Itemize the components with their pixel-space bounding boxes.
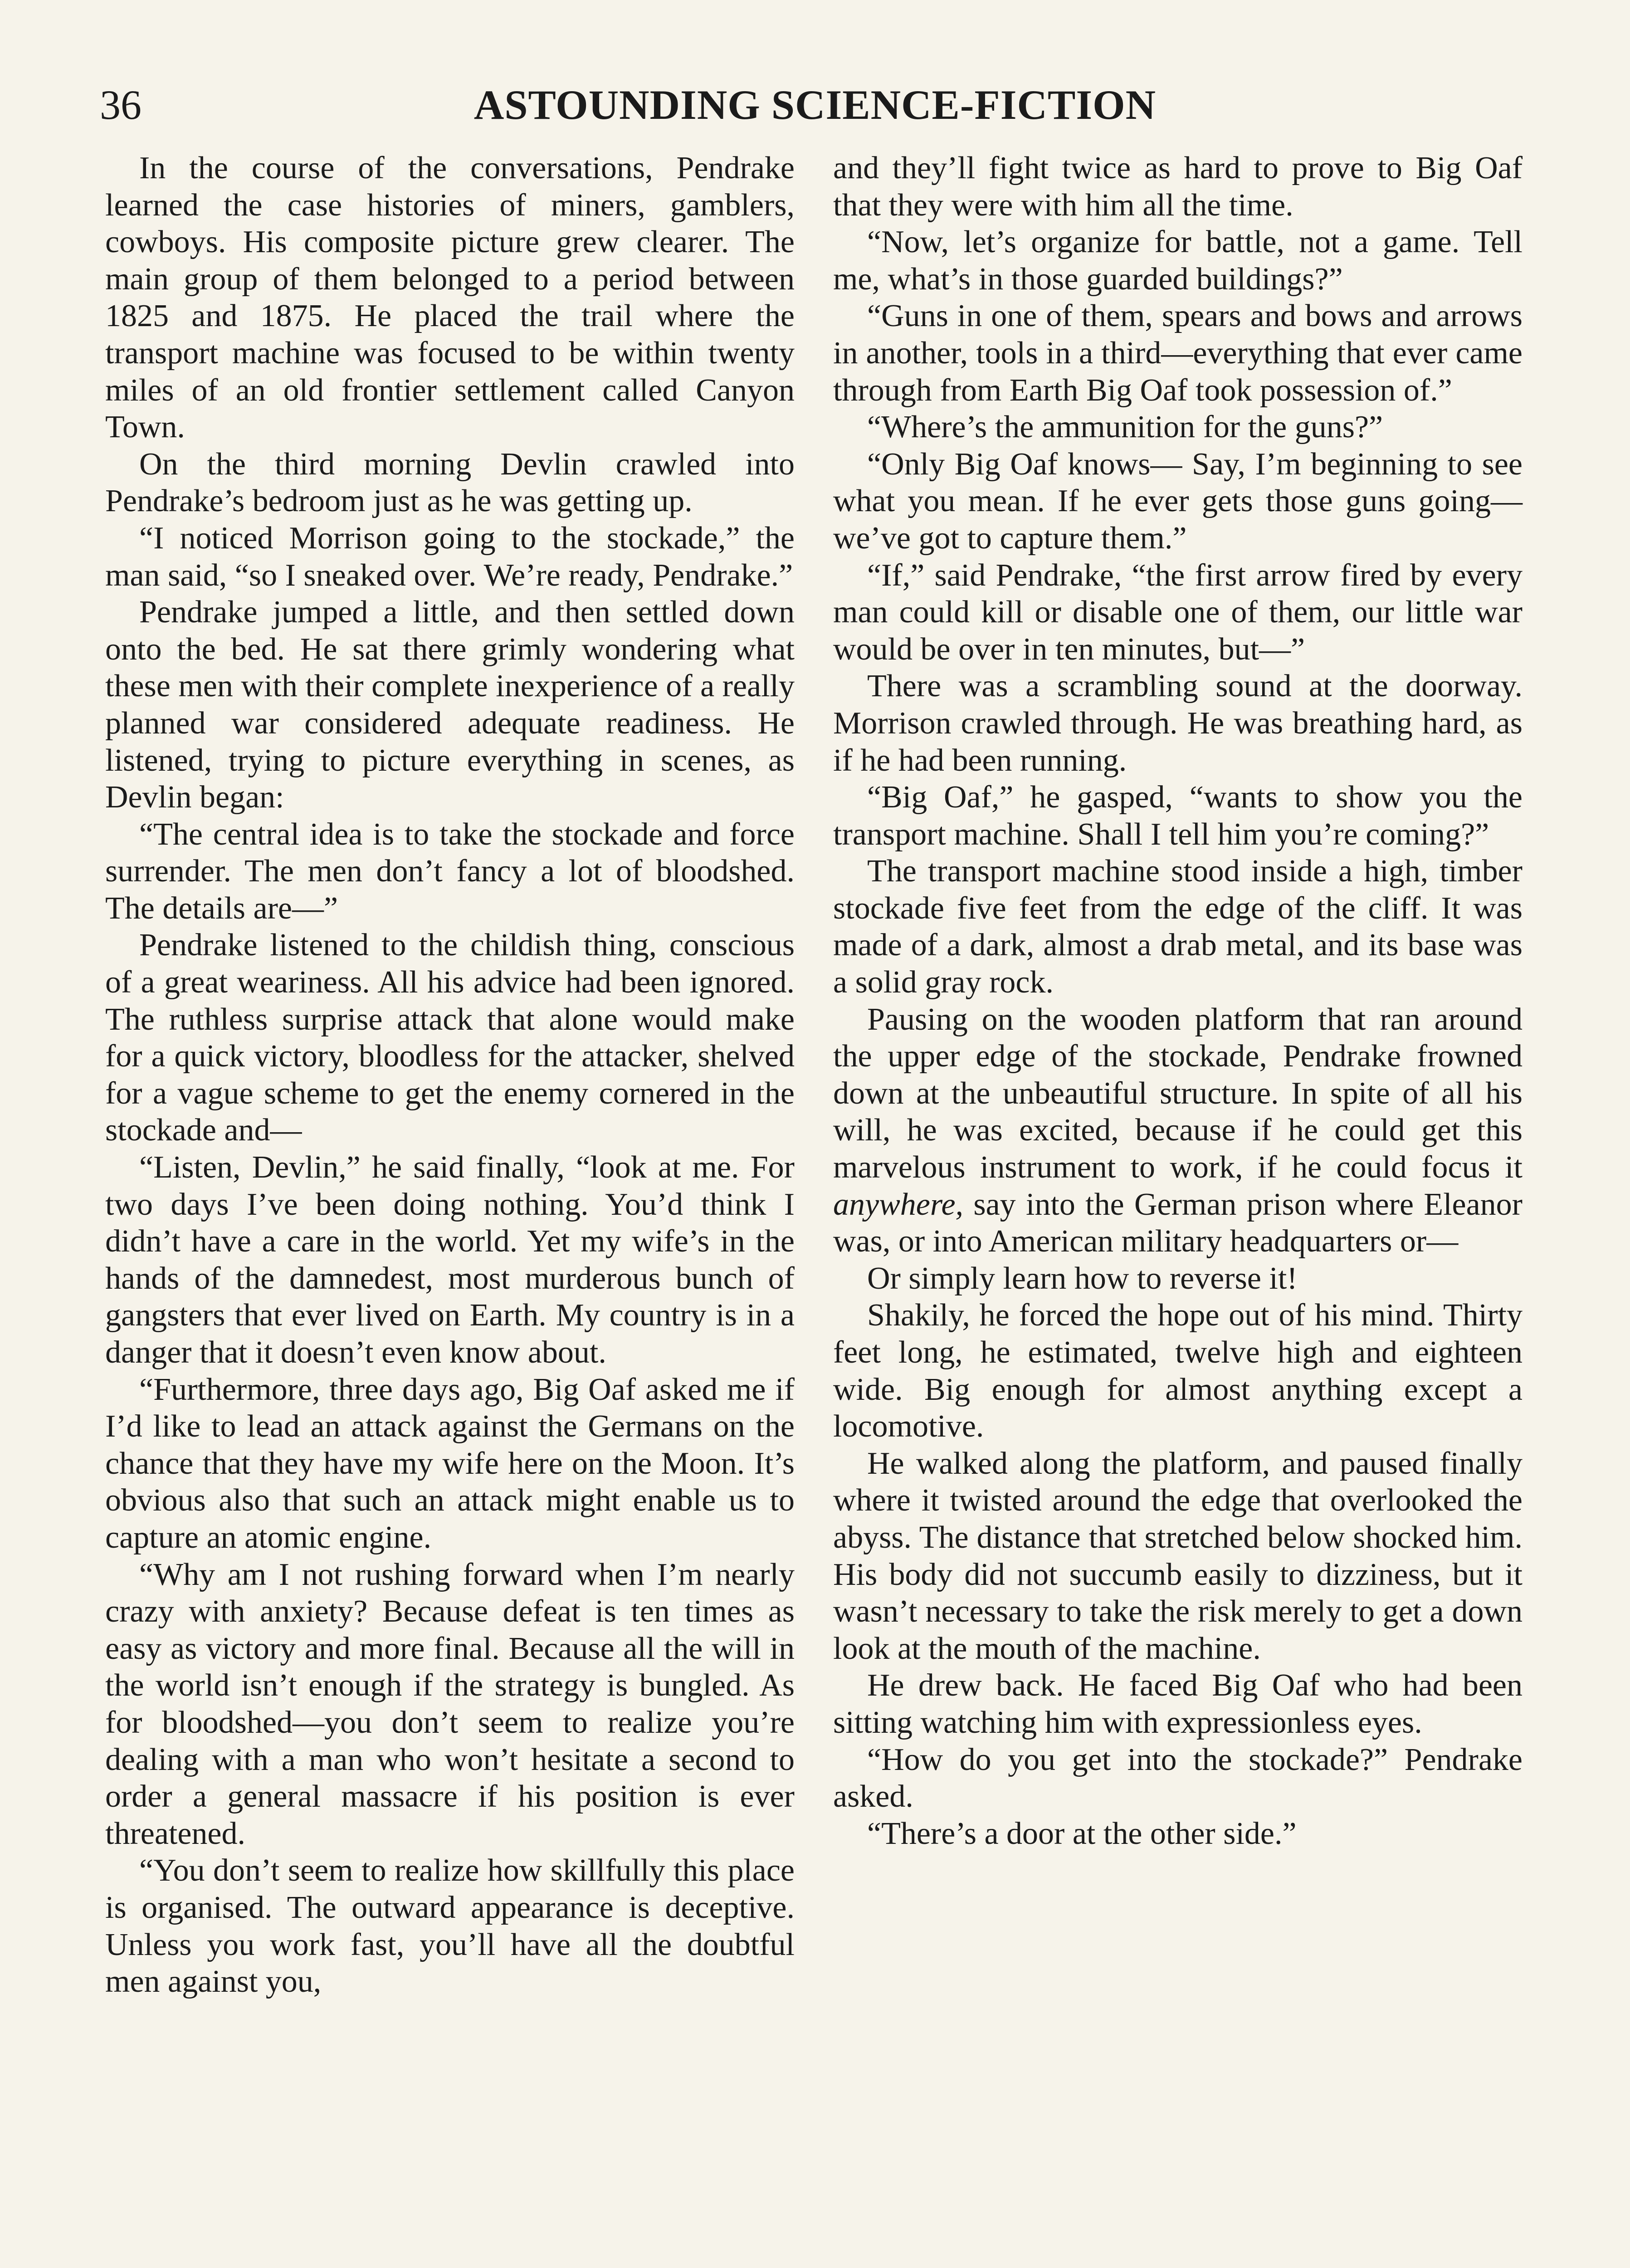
paragraph: He drew back. He faced Big Oaf who had been sitting watching him with expressionless eyes.	[833, 1668, 1523, 1740]
paragraph: “Only Big Oaf knows— Say, I’m beginning to see what you mean. If he ever gets those guns going—we’ve got to capture them.”	[833, 446, 1523, 556]
paragraph: He walked along the platform, and paused finally where it twisted around the edge that overlooked the abyss. The distance that stretched below shocked him. His body did not succumb easily to dizziness, but it wasn’t necessary to take the risk merely to get a down look at the mouth of the machine.	[833, 1446, 1523, 1666]
text-run: say into the German prison where Eleanor was, or into American military headquarters or—	[833, 1187, 1523, 1259]
text-run: Pausing on the wooden platform that ran around the upper edge of the stockade, Pendrake frowned down at the unbeautiful structure. In spite of all his will, he was excited, because if he could get this marvelous instrument to work, if he could focus it	[833, 1002, 1523, 1185]
paragraph: “I noticed Morrison going to the stockade,” the man said, “so I sneaked over. We’re ready, Pendrake.”	[105, 520, 795, 593]
paragraph: “You don’t seem to realize how skillfully this place is organised. The outward appearance is deceptive. Unless you work fast, you’ll have all the doubtful men against you,	[105, 1853, 795, 1999]
paragraph: Shakily, he forced the hope out of his mind. Thirty feet long, he estimated, twelve high and eighteen wide. Big enough for almost anything except a locomotive.	[833, 1298, 1523, 1444]
paragraph: “If,” said Pendrake, “the first arrow fired by every man could kill or disable one of them, our little war would be over in ten minutes, but—”	[833, 557, 1523, 667]
page-number: 36	[100, 82, 142, 128]
paragraph: “Listen, Devlin,” he said finally, “look at me. For two days I’ve been doing nothing. You’d think I didn’t have a care in the world. Yet my wife’s in the hands of the damnedest, most murderous bunch of gangsters that ever lived on Earth. My country is in a danger that it doesn’t even know about.	[105, 1150, 795, 1370]
paragraph: “Where’s the ammunition for the guns?”	[867, 410, 1383, 445]
paragraph: In the course of the conversations, Pendrake learned the case histories of miners, gamblers, cowboys. His composite picture grew clearer. The main group of them belonged to a period between 1825 and 1875. He placed the trail where the transport machine was focused to be within twenty miles of an old frontier settlement called Canyon Town.	[105, 151, 795, 445]
paragraph: Or simply learn how to reverse it!	[867, 1261, 1298, 1296]
paragraph: On the third morning Devlin crawled into Pendrake’s bedroom just as he was getting up.	[105, 446, 795, 519]
paragraph: “The central idea is to take the stockade and force surrender. The men don’t fancy a lot of bloodshed. The details are—”	[105, 816, 795, 926]
paragraph: “Now, let’s organize for battle, not a game. Tell me, what’s in those guarded buildings?”	[833, 225, 1523, 297]
paragraph: “How do you get into the stockade?” Pendrake asked.	[833, 1742, 1523, 1814]
paragraph: “Furthermore, three days ago, Big Oaf asked me if I’d like to lead an attack against the Germans on the chance that they have my wife here on the Moon. It’s obvious also that such an attack might enable us to capture an atomic engine.	[105, 1372, 795, 1555]
paragraph: There was a scrambling sound at the doorway. Morrison crawled through. He was breathing hard, as if he had been running.	[833, 669, 1523, 778]
paragraph: “Why am I not rushing forward when I’m nearly crazy with anxiety? Because defeat is ten times as easy as victory and more final. Because all the will in the world isn’t enough if the strategy is bungled. As for bloodshed—you don’t seem to realize you’re dealing with a man who won’t hesitate a second to order a general massacre if his position is ever threatened.	[105, 1557, 795, 1851]
left-text-column	[105, 150, 795, 2000]
paragraph: Pendrake jumped a little, and then settled down onto the bed. He sat there grimly wondering what these men with their complete inexperience of a really planned war considered adequate readiness. He listened, trying to picture everything in scenes, as Devlin began:	[105, 595, 795, 815]
paragraph: “Guns in one of them, spears and bows and arrows in another, tools in a third—everything that ever came through from Earth Big Oaf took possession of.”	[833, 298, 1523, 408]
running-head: ASTOUNDING SCIENCE-FICTION	[473, 82, 1157, 128]
right-text-column	[833, 150, 1523, 1852]
paragraph: “There’s a door at the other side.”	[867, 1816, 1297, 1851]
italic-text: anywhere,	[833, 1187, 964, 1222]
paragraph: Pendrake listened to the childish thing, conscious of a great weariness. All his advice had been ignored. The ruthless surprise attack that alone would make for a quick victory, bloodless for the attacker, shelved for a vague scheme to get the enemy cornered in the stockade and—	[105, 928, 795, 1148]
continued-paragraph: and they’ll fight twice as hard to prove to Big Oaf that they were with him all the time.	[833, 151, 1523, 223]
paragraph-with-italic	[833, 1001, 1523, 1260]
paragraph: The transport machine stood inside a high, timber stockade five feet from the edge of the cliff. It was made of a dark, almost a drab metal, and its base was a solid gray rock.	[833, 854, 1523, 1000]
paragraph: “Big Oaf,” he gasped, “wants to show you the transport machine. Shall I tell him you’re coming?”	[833, 780, 1523, 852]
